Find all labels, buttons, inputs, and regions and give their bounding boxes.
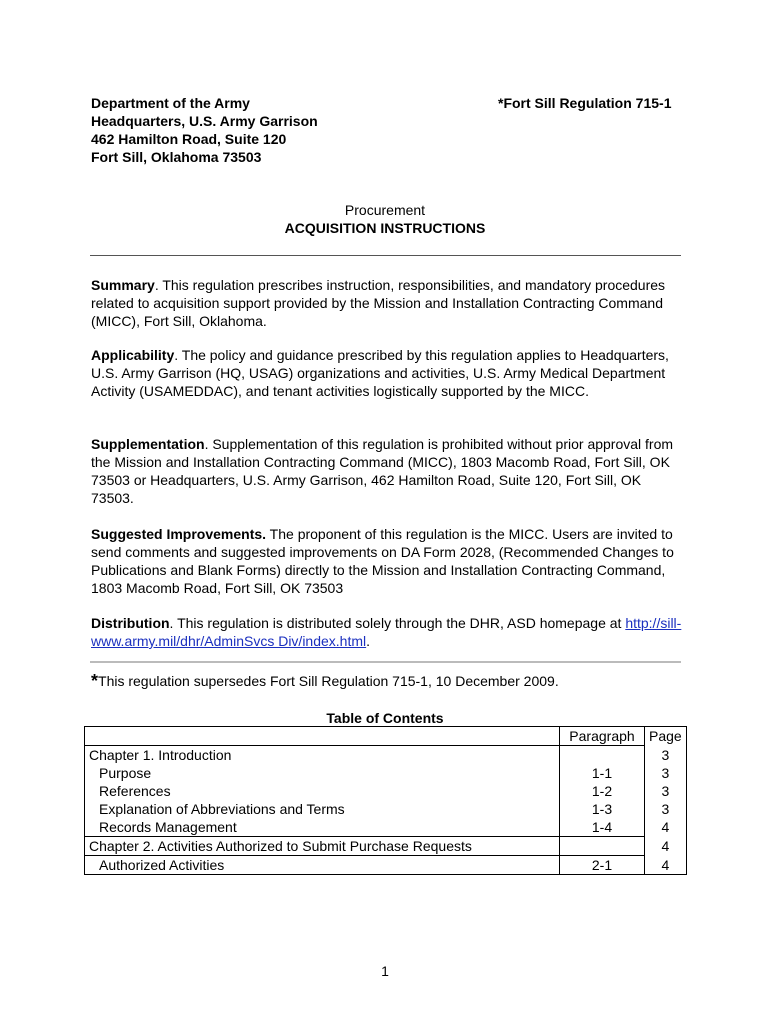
toc-label: Authorized Activities — [85, 856, 560, 875]
toc-paragraph: 1-2 — [560, 782, 645, 800]
document-title: ACQUISITION INSTRUCTIONS — [284, 220, 486, 236]
suggested-improvements-paragraph — [91, 525, 686, 597]
applicability-text: . The policy and guidance prescribed by this regulation applies to Headquarters, U.S. Army Garrison (HQ, USAG) organizations and activities, U.S. Army Medical Department Activity (USAMEDDAC), and tenant activities logistically supported by the MICC. — [91, 347, 669, 399]
toc-row — [85, 856, 687, 875]
address-line: Fort Sill, Oklahoma 73503 — [91, 149, 262, 165]
toc-page: 4 — [645, 818, 687, 837]
toc-header-page: Page — [645, 727, 687, 746]
toc-label: Chapter 2. Activities Authorized to Submit Purchase Requests — [85, 837, 560, 856]
supersede-note — [91, 672, 559, 690]
supplementation-paragraph — [91, 435, 686, 507]
toc-row — [85, 782, 687, 800]
distribution-paragraph — [91, 614, 686, 650]
asterisk-mark: * — [91, 671, 99, 691]
toc-page: 3 — [645, 746, 687, 765]
table-of-contents — [84, 726, 687, 875]
applicability-paragraph — [91, 346, 686, 400]
distribution-heading: Distribution — [91, 615, 170, 631]
applicability-heading: Applicability — [91, 347, 175, 363]
toc-label: References — [85, 782, 560, 800]
toc-title: Table of Contents — [326, 710, 444, 726]
toc-page: 4 — [645, 837, 687, 856]
toc-page: 3 — [645, 782, 687, 800]
address-line: 462 Hamilton Road, Suite 120 — [91, 131, 287, 147]
summary-heading: Summary — [91, 277, 155, 293]
dhr-homepage-link[interactable]: http://sill-www.army.mil/dhr/AdminSvcs Div/index.html — [91, 615, 682, 649]
organization-address — [91, 94, 318, 166]
toc-row — [85, 800, 687, 818]
toc-row — [85, 746, 687, 765]
toc-page: 3 — [645, 764, 687, 782]
page-number: 1 — [381, 963, 389, 979]
toc-label: Explanation of Abbreviations and Terms — [85, 800, 560, 818]
summary-paragraph — [91, 276, 686, 330]
toc-row — [85, 764, 687, 782]
address-line: Headquarters, U.S. Army Garrison — [91, 113, 318, 129]
document-subject: Procurement — [344, 202, 426, 218]
supplementation-heading: Supplementation — [91, 436, 205, 452]
summary-text: . This regulation prescribes instruction, responsibilities, and mandatory procedures related to acquisition support provided by the Mission and Installation Contracting Command (MICC), Fort Sill, Oklahoma. — [91, 277, 666, 329]
suggested-improvements-text: The proponent of this regulation is the MICC. Users are invited to send comments and suggested improvements on DA Form 2028, (Recommended Changes to Publications and Blank Forms) directly to the Mission and Installation Contracting Command, 1803 Macomb Road, Fort Sill, OK 73503 — [91, 526, 674, 596]
toc-paragraph — [560, 746, 645, 765]
toc-row — [85, 837, 687, 856]
address-line: Department of the Army — [91, 95, 250, 111]
toc-paragraph: 1-4 — [560, 818, 645, 837]
toc-header-paragraph: Paragraph — [560, 727, 645, 746]
toc-paragraph — [560, 837, 645, 856]
toc-paragraph: 2-1 — [560, 856, 645, 875]
divider — [90, 661, 681, 663]
toc-page: 3 — [645, 800, 687, 818]
toc-label: Chapter 1. Introduction — [85, 746, 560, 765]
supersede-text: This regulation supersedes Fort Sill Regulation 715-1, 10 December 2009. — [98, 673, 559, 689]
supplementation-text: . Supplementation of this regulation is prohibited without prior approval from the Mission and Installation Contracting Command (MICC), 1803 Macomb Road, Fort Sill, OK 73503 or Headquarters, U.S. Army Garrison, 462 Hamilton Road, Suite 120, Fort Sill, OK 73503. — [91, 436, 674, 506]
distribution-text: . This regulation is distributed solely through the DHR, ASD homepage at — [169, 615, 626, 631]
divider — [90, 255, 681, 256]
toc-header-cell — [85, 727, 560, 746]
toc-header-row — [85, 727, 687, 746]
regulation-number: *Fort Sill Regulation 715-1 — [498, 95, 672, 111]
toc-label: Purpose — [85, 764, 560, 782]
toc-row — [85, 818, 687, 837]
distribution-end: . — [366, 633, 371, 649]
toc-label: Records Management — [85, 818, 560, 837]
toc-paragraph: 1-3 — [560, 800, 645, 818]
toc-paragraph: 1-1 — [560, 764, 645, 782]
suggested-improvements-heading: Suggested Improvements. — [91, 526, 267, 542]
toc-page: 4 — [645, 856, 687, 875]
